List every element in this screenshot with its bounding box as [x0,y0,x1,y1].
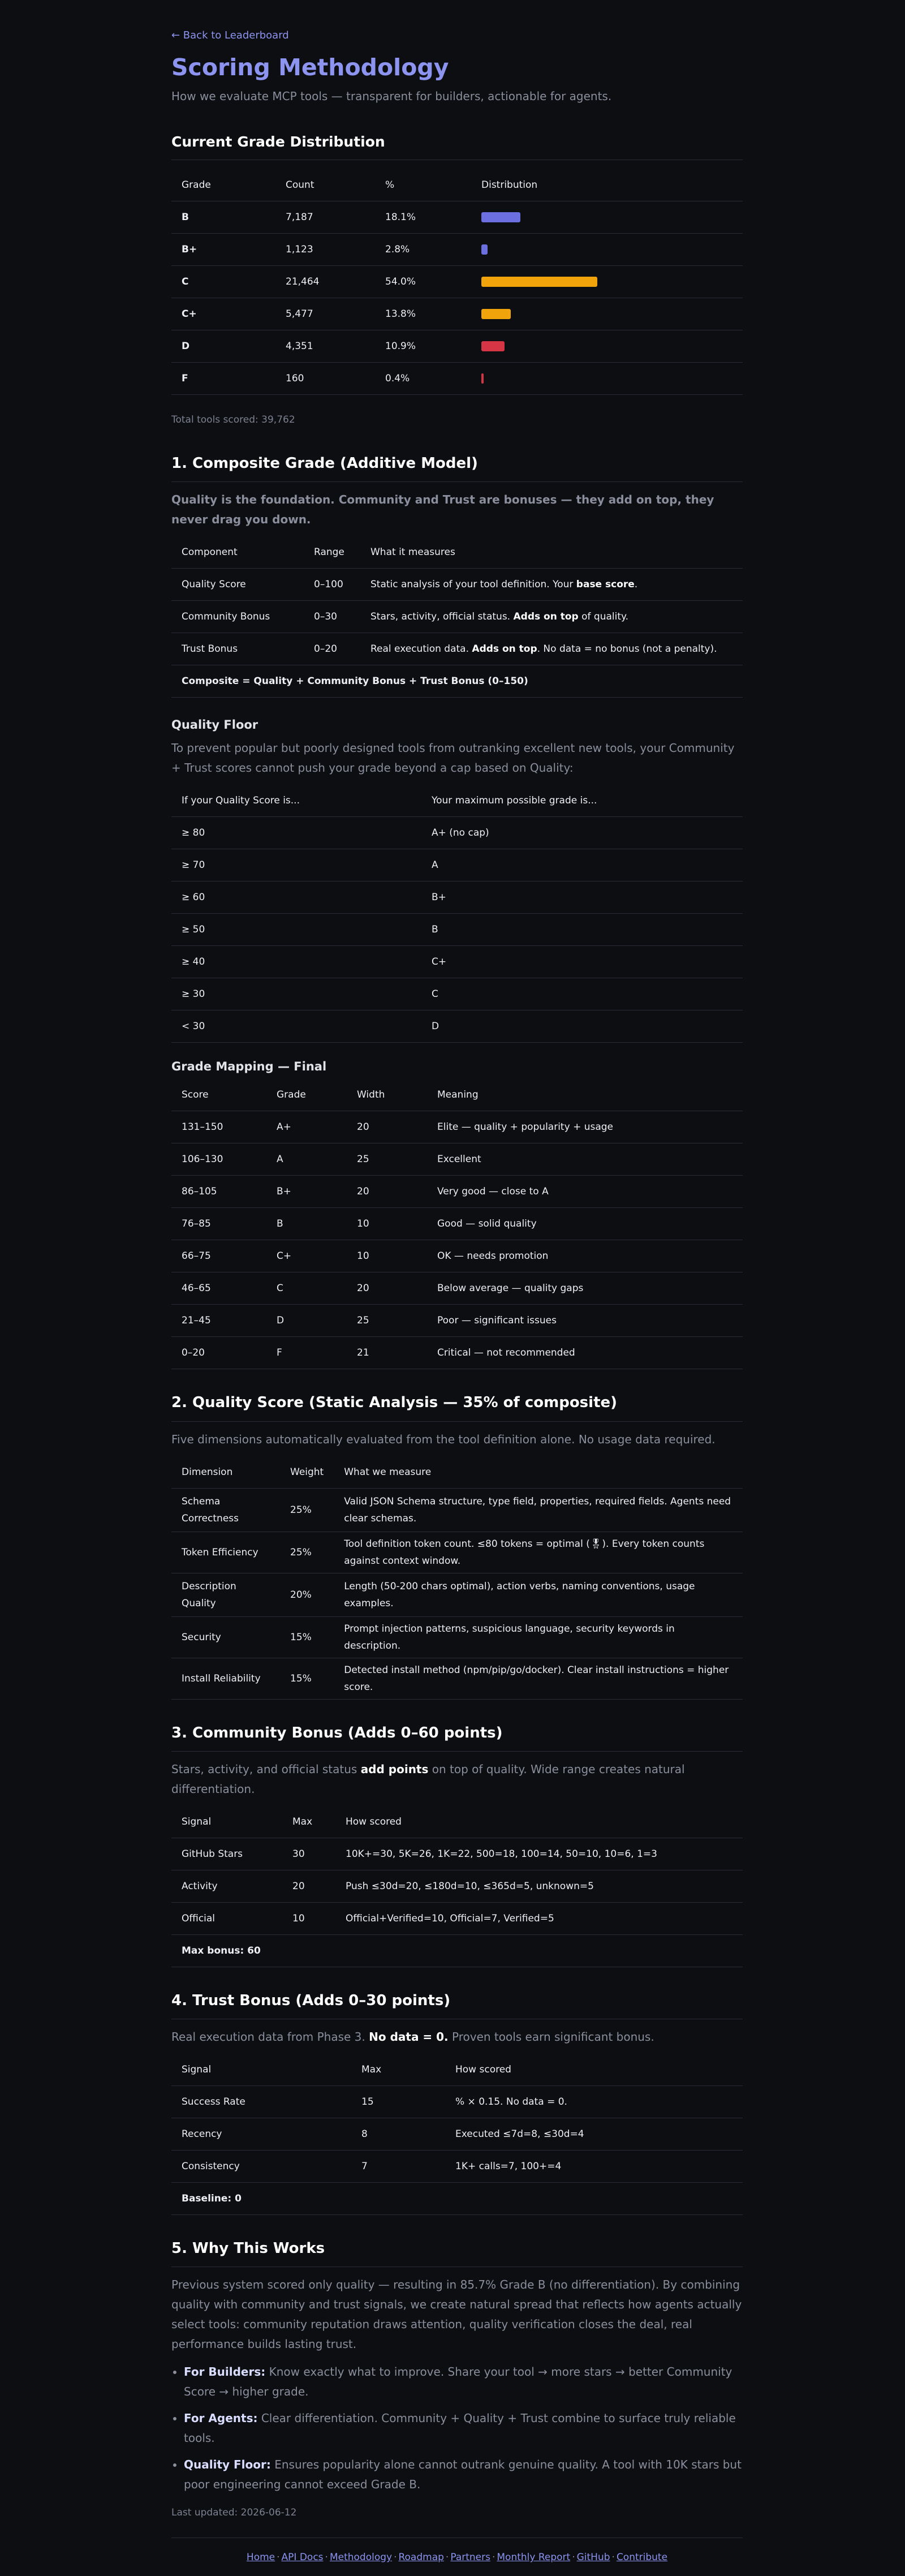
page-title: Scoring Methodology [171,54,449,81]
composite-formula: Composite = Quality + Community Bonus + Trust Bonus (0–150) [171,665,743,698]
quality-floor-table-body [171,817,743,1043]
table-row [171,1010,743,1043]
meaning-cell: Good — solid quality [427,1208,743,1240]
width-cell: 20 [347,1272,427,1305]
dimension-cell: Token Efficiency [171,1532,280,1573]
distribution-bar [481,309,511,319]
column-header: Signal [171,1806,282,1838]
page-subtitle: How we evaluate MCP tools — transparent for builders, actionable for agents. [171,89,612,104]
dimension-cell: Security [171,1616,280,1658]
table-row [171,633,743,665]
signal-cell: Success Rate [171,2085,351,2118]
signal-cell: Official [171,1902,282,1934]
page-container [171,0,743,2563]
quality-score-cell: ≥ 70 [171,849,421,881]
meaning-cell: Critical — not recommended [427,1337,743,1369]
measure-cell: Stars, activity, official status. Adds on top of quality. [360,601,743,633]
range-cell: 0–30 [304,601,360,633]
how-scored-cell: Push ≤30d=20, ≤180d=10, ≤365d=5, unknown=5 [335,1870,743,1902]
quality-score-cell: ≥ 60 [171,881,421,914]
signal-cell: Consistency [171,2150,351,2182]
table-row [171,914,743,946]
range-cell: 0–100 [304,569,360,601]
table-row [171,1870,743,1902]
meaning-cell: OK — needs promotion [427,1240,743,1272]
community-bonus-section [171,1724,743,1967]
total-tools-scored: Total tools scored: 39,762 [171,414,295,426]
distribution-bar [481,212,520,222]
table-row [171,1838,743,1870]
community-table-body [171,1838,743,1934]
trust-title: 4. Trust Bonus (Adds 0–30 points) [171,1992,451,2009]
component-cell: Community Bonus [171,601,304,633]
dimension-cell: Schema Correctness [171,1488,280,1532]
max-cell: 30 [282,1838,335,1870]
grade-mapping-table-body [171,1111,743,1369]
table-header-row [171,169,743,201]
width-cell: 21 [347,1337,427,1369]
percent-cell: 13.8% [375,298,471,330]
signal-cell: GitHub Stars [171,1838,282,1870]
grade-distribution-section [171,134,743,425]
grade-mapping-table [171,1079,743,1369]
distribution-cell [471,266,743,298]
table-header-row [171,1806,743,1838]
table-row [171,946,743,978]
list-item [184,2409,743,2448]
max-grade-cell: A [421,849,743,881]
quality-table [171,1456,743,1700]
quality-floor-table [171,785,743,1043]
measure-cell: Valid JSON Schema structure, type field, properties, required fields. Agents need clear schemas. [334,1488,743,1532]
column-header: How scored [335,1806,743,1838]
table-row [171,601,743,633]
table-row [171,881,743,914]
list-item [184,2362,743,2402]
footer-link-contribute[interactable]: Contribute [616,2552,668,2564]
trust-table-body [171,2085,743,2182]
grade-cell: A [266,1143,347,1176]
meaning-cell: Poor — significant issues [427,1305,743,1337]
table-row [171,201,743,234]
grade-cell: C+ [266,1240,347,1272]
distribution-cell [471,363,743,395]
why-title: 5. Why This Works [171,2239,325,2257]
bullet-label: Quality Floor: [184,2458,271,2472]
score-cell: 86–105 [171,1176,266,1208]
width-cell: 10 [347,1208,427,1240]
why-heading-box [171,2240,743,2267]
distribution-title: Current Grade Distribution [171,134,385,150]
table-header-row [171,2054,743,2086]
grade-cell: C [171,266,275,298]
community-max-bonus: Max bonus: 60 [171,1934,743,1967]
table-row [171,298,743,330]
trust-bonus-section [171,1992,743,2215]
footer-link-monthly-report[interactable]: Monthly Report [497,2552,571,2564]
column-header: Component [171,536,304,569]
meaning-cell: Elite — quality + popularity + usage [427,1111,743,1143]
grade-cell: A+ [266,1111,347,1143]
how-scored-cell: 10K+=30, 5K=26, 1K=22, 500=18, 100=14, 50=10, 10=6, 1=3 [335,1838,743,1870]
table-row [171,1305,743,1337]
weight-cell: 20% [280,1573,334,1616]
width-cell: 20 [347,1111,427,1143]
meaning-cell: Very good — close to A [427,1176,743,1208]
column-header: Distribution [471,169,743,201]
bullet-text: Know exactly what to improve. Share your tool → more stars → better Community Score → higher grade. [184,2365,732,2399]
table-row [171,1176,743,1208]
table-row [171,1208,743,1240]
trust-total-row [171,2182,743,2214]
trust-desc-text: Real execution data from Phase 3. [171,2029,369,2044]
dimension-cell: Install Reliability [171,1658,280,1699]
grade-cell: B [266,1208,347,1240]
quality-heading-box [171,1394,743,1421]
bullet-label: For Builders: [184,2365,266,2379]
quality-score-section [171,1394,743,1699]
signal-cell: Recency [171,2118,351,2150]
table-row [171,1573,743,1616]
column-header: Your maximum possible grade is... [421,785,743,817]
composite-formula-row [171,665,743,698]
community-description [171,1760,743,1799]
quality-score-cell: ≥ 30 [171,978,421,1010]
column-header: Max [351,2054,445,2086]
measure-cell: Prompt injection patterns, suspicious language, security keywords in description. [334,1616,743,1658]
table-row [171,2118,743,2150]
width-cell: 25 [347,1305,427,1337]
distribution-cell [471,234,743,266]
community-table [171,1806,743,1967]
column-header: How scored [445,2054,743,2086]
meaning-cell: Below average — quality gaps [427,1272,743,1305]
table-row [171,363,743,395]
how-scored-cell: Executed ≤7d=8, ≤30d=4 [445,2118,743,2150]
measure-cell: Detected install method (npm/pip/go/docker). Clear install instructions = higher score. [334,1658,743,1699]
score-cell: 66–75 [171,1240,266,1272]
quality-score-cell: ≥ 40 [171,946,421,978]
table-header-row [171,536,743,569]
count-cell: 160 [275,363,375,395]
max-grade-cell: C+ [421,946,743,978]
table-row [171,817,743,849]
table-row [171,1337,743,1369]
composite-grade-section [171,455,743,698]
column-header: % [375,169,471,201]
max-cell: 20 [282,1870,335,1902]
distribution-bar [481,277,597,287]
measure-emphasis: Adds on top [472,643,537,655]
grade-cell: F [171,363,275,395]
quality-floor-title: Quality Floor [171,718,258,732]
max-cell: 15 [351,2085,445,2118]
distribution-bar [481,373,484,384]
grade-mapping-section [171,1060,743,1369]
column-header: Grade [171,169,275,201]
table-row [171,330,743,363]
max-grade-cell: B [421,914,743,946]
table-row [171,2085,743,2118]
max-grade-cell: B+ [421,881,743,914]
width-cell: 20 [347,1176,427,1208]
max-grade-cell: C [421,978,743,1010]
composite-table [171,536,743,698]
table-row [171,1532,743,1573]
max-cell: 8 [351,2118,445,2150]
width-cell: 25 [347,1143,427,1176]
range-cell: 0–20 [304,633,360,665]
weight-cell: 15% [280,1658,334,1699]
composite-lead: Quality is the foundation. Community and Trust are bonuses — they add on top, they never drag you down. [171,493,714,527]
max-cell: 10 [282,1902,335,1934]
community-total-row [171,1934,743,1967]
width-cell: 10 [347,1240,427,1272]
footer-separator: · [325,2552,328,2564]
max-grade-cell: A+ (no cap) [421,817,743,849]
table-row [171,266,743,298]
bullet-label: For Agents: [184,2411,258,2426]
table-row [171,2150,743,2182]
quality-score-cell: ≥ 50 [171,914,421,946]
column-header: Count [275,169,375,201]
distribution-bar [481,341,505,351]
score-cell: 0–20 [171,1337,266,1369]
footer-separator: · [572,2552,575,2564]
why-bullet-list [171,2362,743,2495]
count-cell: 5,477 [275,298,375,330]
footer-separator: · [277,2552,280,2564]
quality-score-cell: ≥ 80 [171,817,421,849]
measure-cell: Real execution data. Adds on top. No data = no bonus (not a penalty). [360,633,743,665]
grade-cell: B+ [266,1176,347,1208]
count-cell: 7,187 [275,201,375,234]
grade-cell: B+ [171,234,275,266]
distribution-bar [481,244,488,255]
component-cell: Trust Bonus [171,633,304,665]
footer-link-methodology[interactable]: Methodology [329,2552,393,2564]
percent-cell: 54.0% [375,266,471,298]
grade-cell: B [171,201,275,234]
how-scored-cell: 1K+ calls=7, 100+=4 [445,2150,743,2182]
distribution-cell [471,298,743,330]
score-cell: 131–150 [171,1111,266,1143]
quality-description: Five dimensions automatically evaluated from the tool definition alone. No usage data required. [171,1432,716,1446]
score-cell: 21–45 [171,1305,266,1337]
distribution-cell [471,201,743,234]
column-header: Width [347,1079,427,1111]
column-header: Range [304,536,360,569]
table-row [171,978,743,1010]
distribution-table [171,169,743,395]
footer-link-partners[interactable]: Partners [450,2552,490,2564]
weight-cell: 25% [280,1488,334,1532]
column-header: Signal [171,2054,351,2086]
column-header: What it measures [360,536,743,569]
bullet-text: Clear differentiation. Community + Quality + Trust combine to surface truly reliable tools. [184,2411,736,2445]
quality-title: 2. Quality Score (Static Analysis — 35% of composite) [171,1394,618,1412]
community-desc-text: Stars, activity, and official status [171,1762,361,1776]
footer-nav [171,2538,743,2563]
grade-cell: D [266,1305,347,1337]
signal-cell: Activity [171,1870,282,1902]
measure-cell: Tool definition token count. ≤80 tokens = optimal (🎖). Every token counts against context window. [334,1532,743,1573]
quality-floor-description: To prevent popular but poorly designed tools from outranking excellent new tools, your Community + Trust scores cannot push your grade beyond a cap based on Quality: [171,741,735,775]
score-cell: 76–85 [171,1208,266,1240]
last-updated: Last updated: 2026-06-12 [171,2507,297,2519]
column-header: Max [282,1806,335,1838]
composite-table-body [171,569,743,665]
dimension-cell: Description Quality [171,1573,280,1616]
column-header: Score [171,1079,266,1111]
grade-mapping-title: Grade Mapping — Final [171,1060,327,1074]
component-cell: Quality Score [171,569,304,601]
weight-cell: 25% [280,1532,334,1573]
footer-link-api-docs[interactable]: API Docs [281,2552,324,2564]
composite-heading-box [171,455,743,482]
table-row [171,1240,743,1272]
column-header: If your Quality Score is... [171,785,421,817]
footer-separator: · [611,2552,615,2564]
trust-desc-text: Proven tools earn significant bonus. [448,2029,654,2044]
footer-separator: · [445,2552,449,2564]
quality-table-body [171,1488,743,1699]
grade-cell: D [171,330,275,363]
trust-table [171,2054,743,2215]
footer-link-roadmap[interactable]: Roadmap [398,2552,444,2564]
score-cell: 46–65 [171,1272,266,1305]
distribution-table-body [171,201,743,395]
community-heading-box [171,1724,743,1752]
measure-emphasis: base score [576,579,635,591]
table-row [171,234,743,266]
table-row [171,1111,743,1143]
grade-cell: C+ [171,298,275,330]
footer-separator: · [492,2552,495,2564]
column-header: What we measure [334,1456,743,1489]
max-grade-cell: D [421,1010,743,1043]
percent-cell: 0.4% [375,363,471,395]
back-to-leaderboard-link[interactable]: ← Back to Leaderboard [171,29,289,41]
count-cell: 1,123 [275,234,375,266]
grade-cell: C [266,1272,347,1305]
table-row [171,1616,743,1658]
community-title: 3. Community Bonus (Adds 0–60 points) [171,1724,503,1741]
trust-baseline: Baseline: 0 [171,2182,743,2214]
table-header-row [171,785,743,817]
percent-cell: 18.1% [375,201,471,234]
measure-emphasis: Adds on top [513,611,579,623]
measure-cell: Length (50-200 chars optimal), action verbs, naming conventions, usage examples. [334,1573,743,1616]
how-scored-cell: % × 0.15. No data = 0. [445,2085,743,2118]
table-row [171,569,743,601]
footer-separator: · [394,2552,397,2564]
count-cell: 21,464 [275,266,375,298]
footer-link-home[interactable]: Home [246,2552,275,2564]
footer-link-github[interactable]: GitHub [576,2552,610,2564]
why-description: Previous system scored only quality — resulting in 85.7% Grade B (no differentiation). By combining quality with community and trust signals, we create natural spread that reflects how agents actually select tools: community reputation draws attention, quality verification closes the deal, real performance builds lasting trust. [171,2278,742,2351]
weight-cell: 15% [280,1616,334,1658]
trust-description [171,2027,743,2047]
column-header: Meaning [427,1079,743,1111]
how-scored-cell: Official+Verified=10, Official=7, Verified=5 [335,1902,743,1934]
why-this-works-section [171,2240,743,2518]
quality-score-cell: < 30 [171,1010,421,1043]
percent-cell: 10.9% [375,330,471,363]
table-row [171,1272,743,1305]
column-header: Grade [266,1079,347,1111]
community-desc-emphasis: add points [360,1762,429,1776]
distribution-cell [471,330,743,363]
bullet-text: Ensures popularity alone cannot outrank genuine quality. A tool with 10K stars but poor engineering cannot exceed Grade B. [184,2458,742,2492]
percent-cell: 2.8% [375,234,471,266]
grade-cell: F [266,1337,347,1369]
table-row [171,1143,743,1176]
column-header: Dimension [171,1456,280,1489]
trust-desc-emphasis: No data = 0. [369,2029,449,2044]
community-desc-text: on top of quality. Wide range creates natural differentiation. [171,1762,685,1796]
column-header: Weight [280,1456,334,1489]
count-cell: 4,351 [275,330,375,363]
table-row [171,1488,743,1532]
meaning-cell: Excellent [427,1143,743,1176]
quality-floor-section [171,718,743,1043]
score-cell: 106–130 [171,1143,266,1176]
table-row [171,1658,743,1699]
table-header-row [171,1456,743,1489]
list-item [184,2455,743,2495]
max-cell: 7 [351,2150,445,2182]
trust-heading-box [171,1992,743,2019]
table-row [171,1902,743,1934]
table-row [171,849,743,881]
measure-cell: Static analysis of your tool definition. Your base score. [360,569,743,601]
composite-title: 1. Composite Grade (Additive Model) [171,455,478,472]
distribution-heading-box [171,134,743,160]
table-header-row [171,1079,743,1111]
